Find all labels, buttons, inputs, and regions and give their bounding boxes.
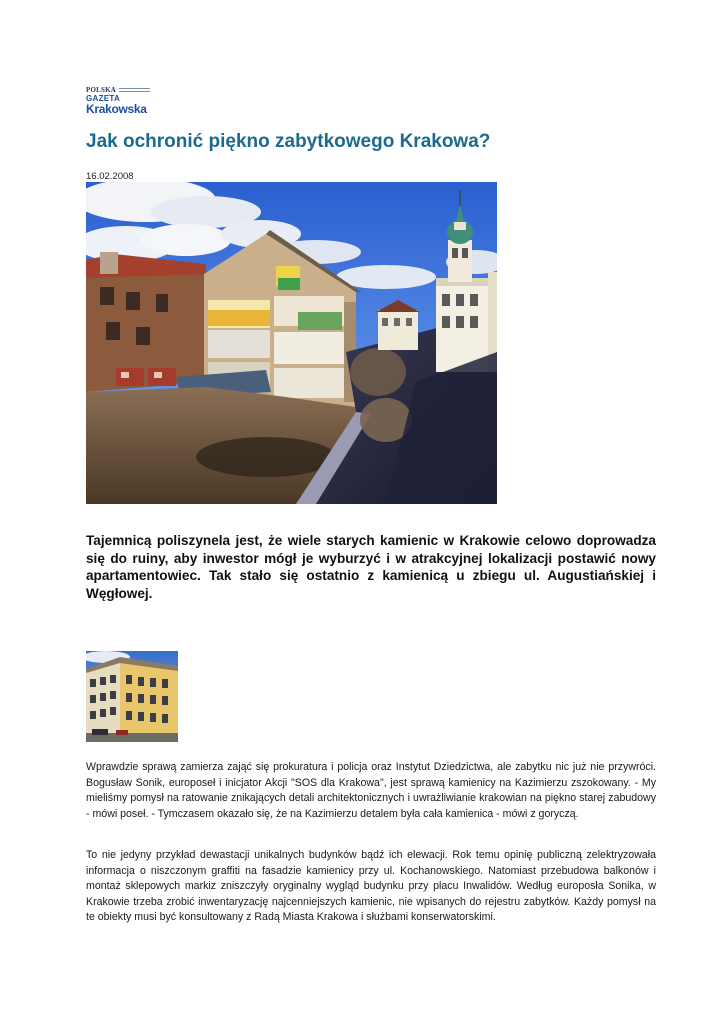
article-paragraph-2: To nie jedyny przykład dewastacji unikalnych budynków bądź ich elewacji. Rok temu opinię publiczną zelektryzowała informacja o niszczonym graffiti na fasadzie kamienicy przy ul. Kochanowskiego. Natomiast przebudowa balkonów i montaż sklepowych markiz zniszczyły oryginalny wygląd budynku przy placu Inwalidów. Według europosła Sonika, w Krakowie trzeba zrobić inwentaryzację najcenniejszych kamienic, nie wpisanych do rejestru zabytków. Każdy pomysł na te obiekty musi być konsultowany z Radą Miasta Krakowa i służbami konserwatorskimi. <box>86 849 656 924</box>
masthead-line1: POLSKA <box>86 86 116 94</box>
masthead-line2: GAZETA <box>86 94 121 103</box>
main-photo <box>86 182 497 504</box>
article-date: 16.02.2008 <box>86 171 134 182</box>
masthead-line3: Krakowska <box>86 102 147 116</box>
article-paragraph-1: Wprawdzie sprawą zamierza zająć się prokuratura i policja oraz Instytut Dziedzictwa, ale zabytku nic już nie przywróci. Bogusław Sonik, europoseł i inicjator Akcji "SOS dla Krakowa", jest sprawą kamienicy na Kazimierzu zszokowany. - My mieliśmy pomysł na ratowanie znikających detali architektonicznych i uwrażliwianie krakowian na piękno starej zabudowy - mówi poseł. - Tymczasem okazało się, że na Kazimierzu detalem była cała kamienica - mówi z goryczą. <box>86 761 656 820</box>
article-lead: Tajemnicą poliszynela jest, że wiele starych kamienic w Krakowie celowo doprowadza się do ruiny, aby inwestor mógł je wyburzyć i w atrakcyjnej lokalizacji postawić nowy apartamentowiec. Tak stało się ostatnio z kamienicą u zbiegu ul. Augustiańskiej i Węgłowej. <box>86 533 656 601</box>
article-title: Jak ochronić piękno zabytkowego Krakowa? <box>86 131 491 152</box>
masthead-logo <box>86 86 150 114</box>
masthead-rule <box>119 88 150 92</box>
secondary-photo <box>86 651 178 742</box>
